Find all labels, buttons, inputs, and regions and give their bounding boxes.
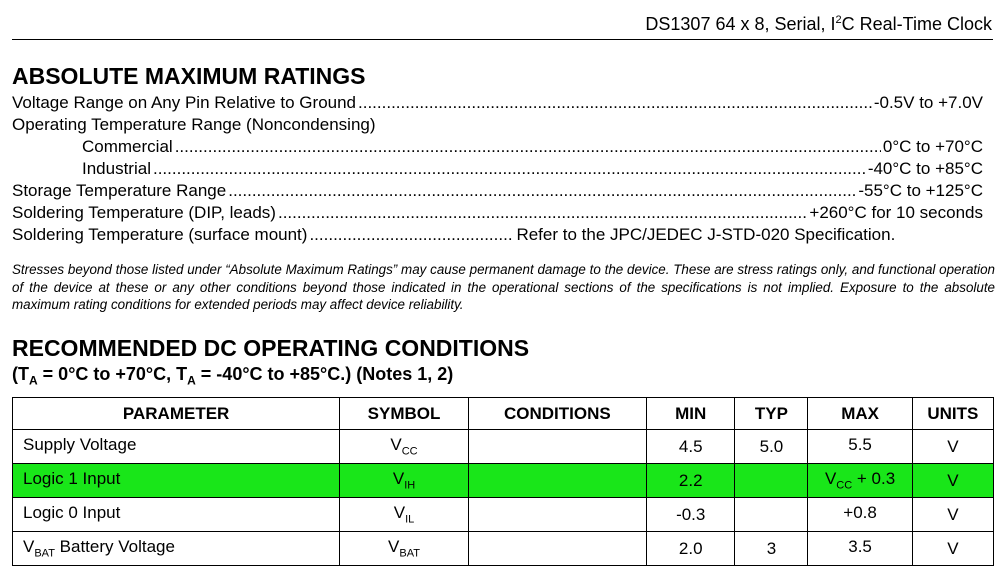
cell-max: 5.5 xyxy=(808,430,912,464)
header-typ: TYP xyxy=(735,398,808,430)
cell-conditions xyxy=(468,430,646,464)
cell-symbol: $V_{IH}$ xyxy=(340,464,469,498)
cell-min: 2.0 xyxy=(646,532,735,566)
cell-min: 4.5 xyxy=(646,430,735,464)
cell-min: -0.3 xyxy=(646,498,735,532)
header-max: MAX xyxy=(808,398,912,430)
rating-row: Operating Temperature Range (Noncondensing) xyxy=(12,115,376,134)
table-row xyxy=(13,430,994,464)
header-parameter: PARAMETER xyxy=(13,398,340,430)
table-row xyxy=(13,532,994,566)
dc-conditions-subtitle: ($T_A = 0^\circ C$ to +70°C, $T_A = -40^\circ C$ to +85°C.) (Notes 1, 2) xyxy=(12,364,454,388)
document-header-title: DS1307 64 x 8, Serial, $I^2C$ Real-Time Clock xyxy=(645,14,992,34)
table-row-highlighted xyxy=(13,464,994,498)
header-conditions: CONDITIONS xyxy=(468,398,646,430)
cell-max: +0.8 xyxy=(808,498,912,532)
cell-units: V xyxy=(912,430,993,464)
cell-symbol: $V_{BAT}$ xyxy=(340,532,469,566)
cell-parameter: Supply Voltage xyxy=(13,430,340,464)
header-divider xyxy=(12,39,993,40)
cell-min: 2.2 xyxy=(646,464,735,498)
cell-symbol: $V_{CC}$ xyxy=(340,430,469,464)
cell-typ xyxy=(735,464,808,498)
cell-conditions xyxy=(468,498,646,532)
cell-typ: 3 xyxy=(735,532,808,566)
cell-conditions xyxy=(468,532,646,566)
abs-max-title: ABSOLUTE MAXIMUM RATINGS xyxy=(12,63,366,89)
rating-row: Voltage Range on Any Pin Relative to Ground ..... -0.5V to +7.0V xyxy=(12,92,983,114)
cell-max: $V_{CC} + 0.3$ xyxy=(808,464,912,498)
dc-conditions-title: RECOMMENDED DC OPERATING CONDITIONS xyxy=(12,335,530,361)
dc-conditions-table xyxy=(12,397,994,566)
abs-max-ratings-list xyxy=(12,92,983,246)
cell-max: 3.5 xyxy=(808,532,912,566)
cell-typ xyxy=(735,498,808,532)
header-units: UNITS xyxy=(912,398,993,430)
rating-row: Soldering Temperature (DIP, leads) ..... +260°C for 10 seconds xyxy=(12,202,983,224)
rating-row: Soldering Temperature (surface mount) ..... Refer to the JPC/JEDEC J-STD-020 Specification. xyxy=(12,224,983,246)
rating-row: Commercial ..... 0°C to +70°C xyxy=(12,136,983,158)
header-symbol: SYMBOL xyxy=(340,398,469,430)
cell-units: V xyxy=(912,464,993,498)
stress-disclaimer: Stresses beyond those listed under “Absolute Maximum Ratings” may cause permanent damage to the device. These are stress ratings only, and functional operation of the device at these or any other conditions beyond those indicated in the operational sections of the specifications is not implied. Exposure to the absolute maximum rating conditions for extended periods may affect device reliability. xyxy=(12,262,995,312)
cell-typ: 5.0 xyxy=(735,430,808,464)
header-min: MIN xyxy=(646,398,735,430)
table-row xyxy=(13,498,994,532)
cell-parameter: Logic 0 Input xyxy=(13,498,340,532)
cell-parameter: $V_{BAT}$ Battery Voltage xyxy=(13,532,340,566)
cell-conditions xyxy=(468,464,646,498)
rating-row: Industrial ..... -40°C to +85°C xyxy=(12,158,983,180)
cell-units: V xyxy=(912,498,993,532)
rating-row: Storage Temperature Range ..... -55°C to +125°C xyxy=(12,180,983,202)
cell-parameter: Logic 1 Input xyxy=(13,464,340,498)
cell-symbol: $V_{IL}$ xyxy=(340,498,469,532)
cell-units: V xyxy=(912,532,993,566)
table-header-row xyxy=(13,398,994,430)
